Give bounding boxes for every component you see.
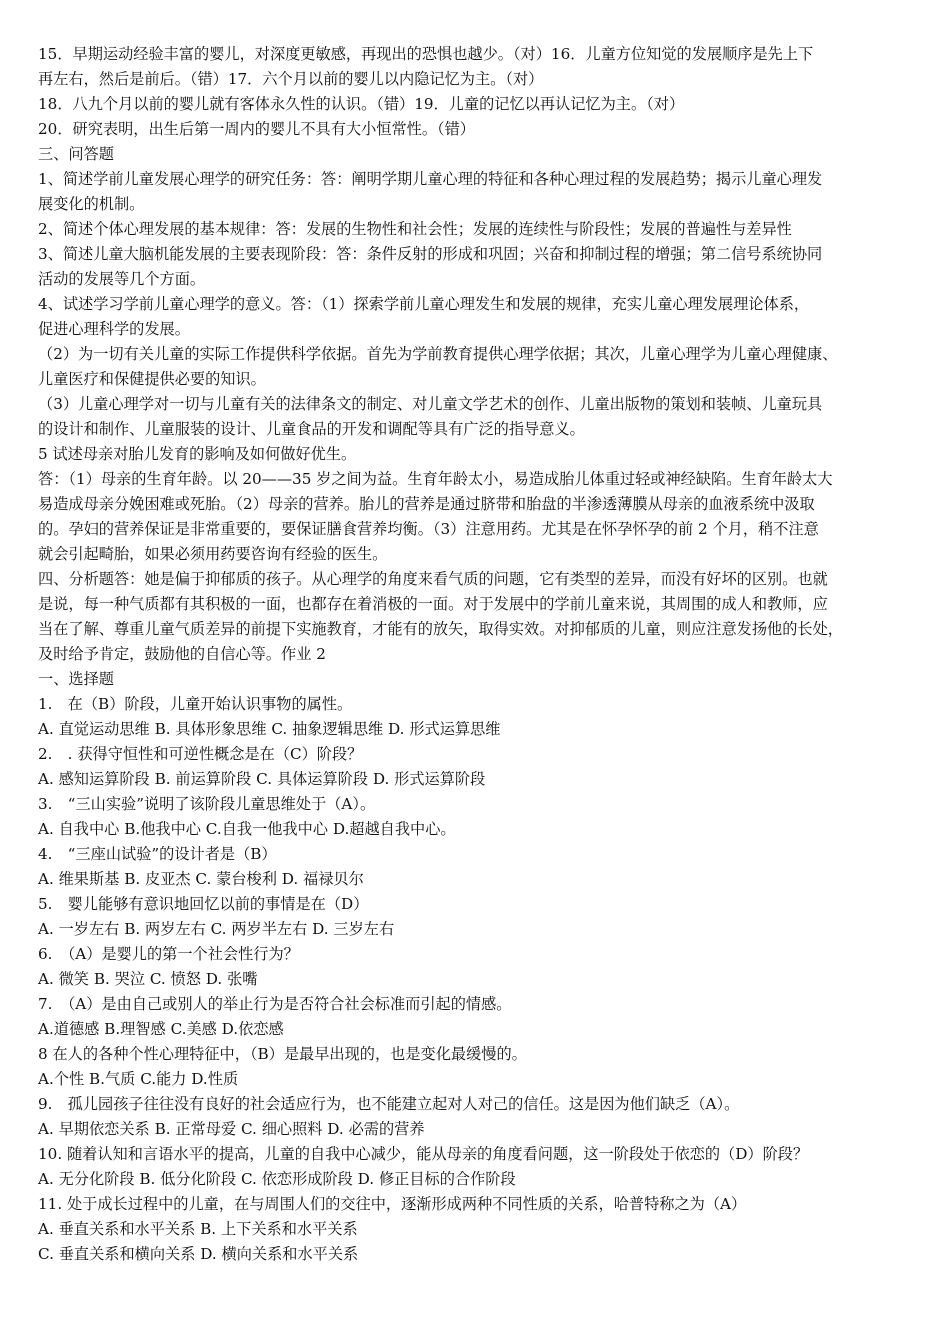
text-line: 答：（1）母亲的生育年龄。以 20——35 岁之间为益。生育年龄太小，易造成胎儿体重过轻或神经缺陷。生育年龄太大 bbox=[38, 470, 833, 488]
text-line: 2、简述个体心理发展的基本规律：答：发展的生物性和社会性；发展的连续性与阶段性；发展的普遍性与差异性 bbox=[38, 220, 792, 238]
text-line: 的。孕妇的营养保证是非常重要的，要保证膳食营养均衡。（3）注意用药。尤其是在怀孕怀孕的前 2 个月，稍不注意 bbox=[38, 520, 819, 538]
question-line: 6. （A）是婴儿的第一个社会性行为？ bbox=[38, 945, 299, 963]
question-line: 5. 婴儿能够有意识地回忆以前的事情是在（D） bbox=[38, 895, 369, 913]
text-line: 当在了解、尊重儿童气质差异的前提下实施教育，才能有的放矢，取得实效。对抑郁质的儿童，则应注意发扬他的长处， bbox=[38, 620, 843, 638]
options-line: A. 维果斯基 B. 皮亚杰 C. 蒙台梭利 D. 福禄贝尔 bbox=[38, 870, 364, 888]
text-line: 展变化的机制。 bbox=[38, 195, 145, 213]
section-heading: 三、问答题 bbox=[38, 145, 114, 163]
options-line: A. 早期依恋关系 B. 正常母爱 C. 细心照料 D. 必需的营养 bbox=[38, 1120, 425, 1138]
options-line: A. 微笑 B. 哭泣 C. 愤怒 D. 张嘴 bbox=[38, 970, 258, 988]
question-line: 9. 孤儿园孩子往往没有良好的社会适应行为，也不能建立起对人对己的信任。这是因为他们缺乏（A）。 bbox=[38, 1095, 740, 1113]
options-line: A. 垂直关系和水平关系 B. 上下关系和水平关系 bbox=[38, 1220, 358, 1238]
section-heading: 一、选择题 bbox=[38, 670, 114, 688]
question-line: 2. . 获得守恒性和可逆性概念是在（C）阶段？ bbox=[38, 745, 363, 763]
text-line: 是说，每一种气质都有其积极的一面，也都存在着消极的一面。对于发展中的学前儿童来说，其周围的成人和教师，应 bbox=[38, 595, 828, 613]
text-line: 四、分析题答：她是偏于抑郁质的孩子。从心理学的角度来看气质的问题，它有类型的差异，而没有好坏的区别。也就 bbox=[38, 570, 828, 588]
text-line: 的设计和制作、儿童服装的设计、儿童食品的开发和调配等具有广泛的指导意义。 bbox=[38, 420, 585, 438]
text-line: 5 试述母亲对胎儿发育的影响及如何做好优生。 bbox=[38, 445, 357, 463]
text-line: 15．早期运动经验丰富的婴儿，对深度更敏感，再现出的恐惧也越少。（对）16．儿童方位知觉的发展顺序是先上下 bbox=[38, 45, 814, 63]
question-line: 1. 在（B）阶段，儿童开始认识事物的属性。 bbox=[38, 695, 353, 713]
question-line: 3. “三山实验”说明了该阶段儿童思维处于（A）。 bbox=[38, 795, 376, 813]
options-line: A. 一岁左右 B. 两岁左右 C. 两岁半左右 D. 三岁左右 bbox=[38, 920, 395, 938]
text-line: 活动的发展等几个方面。 bbox=[38, 270, 206, 288]
options-line: A.道德感 B.理智感 C.美感 D.依恋感 bbox=[38, 1020, 284, 1038]
text-line: 3、简述儿童大脑机能发展的主要表现阶段：答：条件反射的形成和巩固；兴奋和抑制过程的增强；第二信号系统协同 bbox=[38, 245, 823, 263]
text-line: 1、简述学前儿童发展心理学的研究任务：答：阐明学期儿童心理的特征和各种心理过程的发展趋势；揭示儿童心理发 bbox=[38, 170, 823, 188]
text-line: 20．研究表明，出生后第一周内的婴儿不具有大小恒常性。（错） bbox=[38, 120, 475, 138]
text-line: 再左右，然后是前后。（错）17．六个月以前的婴儿以内隐记忆为主。（对） bbox=[38, 70, 544, 88]
text-line: 及时给予肯定，鼓励他的自信心等。作业 2 bbox=[38, 645, 326, 663]
text-line: （3）儿童心理学对一切与儿童有关的法律条文的制定、对儿童文学艺术的创作、儿童出版物的策划和装帧、儿童玩具 bbox=[38, 395, 823, 413]
options-line: A. 感知运算阶段 B. 前运算阶段 C. 具体运算阶段 D. 形式运算阶段 bbox=[38, 770, 486, 788]
text-line: 4、试述学习学前儿童心理学的意义。答：（1）探索学前儿童心理发生和发展的规律，充实儿童心理发展理论体系， bbox=[38, 295, 810, 313]
options-line: A.个性 B.气质 C.能力 D.性质 bbox=[38, 1070, 239, 1088]
question-line: 4. “三座山试验”的设计者是（B） bbox=[38, 845, 277, 863]
text-line: 就会引起畸胎，如果必须用药要咨询有经验的医生。 bbox=[38, 545, 388, 563]
options-line: A. 自我中心 B.他我中心 C.自我一他我中心 D.超越自我中心。 bbox=[38, 820, 456, 838]
options-line: A. 无分化阶段 B. 低分化阶段 C. 依恋形成阶段 D. 修正目标的合作阶段 bbox=[38, 1170, 516, 1188]
text-line: （2）为一切有关儿童的实际工作提供科学依据。首先为学前教育提供心理学依据；其次，儿童心理学为儿童心理健康、 bbox=[38, 345, 838, 363]
options-line: A. 直觉运动思维 B. 具体形象思维 C. 抽象逻辑思维 D. 形式运算思维 bbox=[38, 720, 501, 738]
text-line: 易造成母亲分娩困难或死胎。（2）母亲的营养。胎儿的营养是通过脐带和胎盘的半渗透薄膜从母亲的血液系统中汲取 bbox=[38, 495, 815, 513]
question-line: 11. 处于成长过程中的儿童，在与周围人们的交往中，逐渐形成两种不同性质的关系，哈普特称之为（A） bbox=[38, 1195, 747, 1213]
question-line: 7. （A）是由自己或别人的举止行为是否符合社会标准而引起的情感。 bbox=[38, 995, 512, 1013]
options-line: C. 垂直关系和横向关系 D. 横向关系和水平关系 bbox=[38, 1245, 359, 1263]
text-line: 18．八九个月以前的婴儿就有客体永久性的认识。（错）19．儿童的记忆以再认记忆为主。（对） bbox=[38, 95, 685, 113]
question-line: 8 在人的各种个性心理特征中，（B）是最早出现的，也是变化最缓慢的。 bbox=[38, 1045, 527, 1063]
text-line: 促进心理科学的发展。 bbox=[38, 320, 190, 338]
text-line: 儿童医疗和保健提供必要的知识。 bbox=[38, 370, 266, 388]
question-line: 10. 随着认知和言语水平的提高，儿童的自我中心减少，能从母亲的角度看问题，这一阶段处于依恋的（D）阶段？ bbox=[38, 1145, 809, 1163]
